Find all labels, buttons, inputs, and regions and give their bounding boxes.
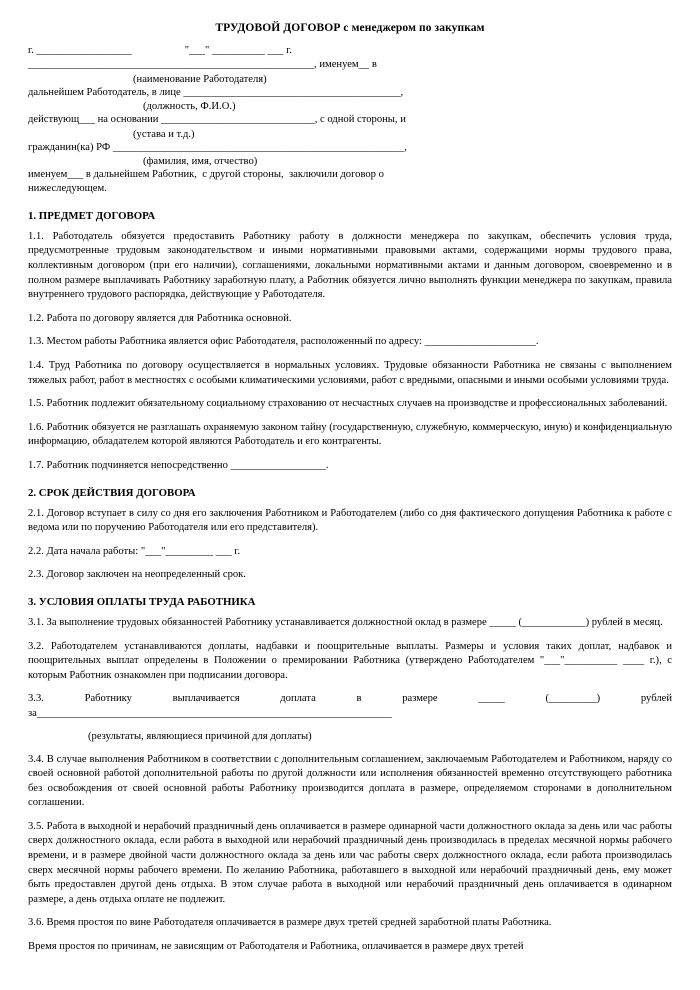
section-heading-1: 1. ПРЕДМЕТ ДОГОВОРА xyxy=(28,209,156,222)
preamble-closing-line-1: именуем___ в дальнейшем Работник, с другой стороны, заключили договор о xyxy=(28,169,384,181)
section-heading-3: 3. УСЛОВИЯ ОПЛАТЫ ТРУДА РАБОТНИКА xyxy=(28,595,256,608)
clause-3-5: 3.5. Работа в выходной и нерабочий праздничный день оплачивается в размере одинарной части должностного оклада за день или час работы сверх должностного оклада, если работа в выходной или нерабочий праздничный день производилась в пределах месячной нормы рабочего времени, и в размере двойной части должностного оклада за день или час работы сверх должностного оклада, если работа производилась сверх месячной нормы рабочего времени. По желанию Работника, работавшего в выходной или нерабочий праздничный день, ему может быть предоставлен другой день отдыха. В этом случае работа в выходной или нерабочий праздничный день оплачивается в одинарном размере, а день отдыха оплате не подлежит. xyxy=(28,820,672,905)
clause-3-3: 3.3. Работнику выплачивается доплата в размере _____ (_________) рублей за___________________________________________________________________ xyxy=(28,693,672,719)
preamble-person-note: (должность, Ф.И.О.) xyxy=(143,101,236,113)
preamble-citizen-note: (фамилия, имя, отчество) xyxy=(143,156,258,168)
clause-1-2: 1.2. Работа по договору является для Работника основной. xyxy=(28,312,292,324)
preamble-block xyxy=(28,44,672,197)
preamble-person-line: дальнейшем Работодатель, в лице _________________________________________, xyxy=(28,86,404,98)
spacer xyxy=(28,743,672,753)
clause-1-3: 1.3. Местом работы Работника является офис Работодателя, расположенный по адресу: _____________________. xyxy=(28,336,539,348)
clause-1-6: 1.6. Работник обязуется не разглашать охраняемую законом тайну (государственную, служебную, коммерческую, иную) и конфиденциальную информацию, обладателем которой являются Работодатель и его контрагенты. xyxy=(28,421,672,448)
clause-3-4: 3.4. В случае выполнения Работником в соответствии с дополнительным соглашением, заключаемым Работодателем и Работником, наряду со своей основной работой дополнительной работы по другой должности или исполнения обязанностей временно отсутствующего работника без освобождения от своей основной работы Работнику производится доплата в размере, определяемом сторонами в дополнительном соглашении. xyxy=(28,753,672,809)
clause-1-7: 1.7. Работник подчиняется непосредственно __________________. xyxy=(28,459,329,471)
clause-2-2: 2.2. Дата начала работы: "___"_________ ___ г. xyxy=(28,545,241,557)
clause-2-3: 2.3. Договор заключен на неопределенный срок. xyxy=(28,569,246,581)
clause-1-1: 1.1. Работодатель обязуется предоставить Работнику работу в должности менеджера по закупкам, обеспечить условия труда, предусмотренные трудовым законодательством и иными нормативными правовыми актами, содержащими нормы трудового права, коллективным договором (при его наличии), соглашениями, локальными нормативными актами и данным договором, своевременно и в полном размере выплачивать Работнику заработную плату, а Работник обязуется лично выполнять функции менеджера по закупкам, правила внутреннего трудового распорядка, действующие у Работодателя. xyxy=(28,230,672,301)
clause-3-6-continued: Время простоя по причинам, не зависящим от Работодателя и Работника, оплачивается в размере двух третей xyxy=(28,941,524,953)
clause-3-1: 3.1. За выполнение трудовых обязанностей Работнику устанавливается должностной оклад в размере _____ (____________) рублей в месяц. xyxy=(28,616,663,628)
clause-1-4: 1.4. Труд Работника по договору осуществляется в нормальных условиях. Трудовые обязанности Работника не связаны с выполнением тяжелых работ, работ в местностях с особыми климатическими условиями, работ с вредными, опасными и иными особыми условиями труда. xyxy=(28,360,672,386)
preamble-basis-note: (устава и т.д.) xyxy=(133,128,195,140)
preamble-employer-line: ______________________________________________________, именуем__ в xyxy=(28,59,377,71)
page-title: ТРУДОВОЙ ДОГОВОР с менеджером по закупкам xyxy=(215,22,485,34)
preamble-basis-line: действующ___ на основании _____________________________, с одной стороны, и xyxy=(28,114,406,126)
clause-3-6: 3.6. Время простоя по вине Работодателя оплачивается в размере двух третей средней заработной платы Работника. xyxy=(28,917,552,929)
preamble-employer-note: (наименование Работодателя) xyxy=(133,73,267,85)
preamble-closing-line-2: нижеследующем. xyxy=(28,183,107,195)
clause-3-2: 3.2. Работодателем устанавливаются доплаты, надбавки и поощрительные выплаты. Размеры и условия таких доплат, надбавок и поощрительных выплат определены в Положении о премировании Работника (утверждено Работодателем "___"__________ ____ г.), с которым Работник ознакомлен при подписании договора. xyxy=(28,640,672,681)
section-heading-2: 2. СРОК ДЕЙСТВИЯ ДОГОВОРА xyxy=(28,486,196,499)
preamble-citizen-line: гражданин(ка) РФ _______________________________________________________, xyxy=(28,141,407,153)
clause-2-1: 2.1. Договор вступает в силу со дня его заключения Работником и Работодателем (либо со дня фактического допущения Работника к работе с ведома или по поручению Работодателя или его представителя). xyxy=(28,507,672,534)
clause-3-3-note: (результаты, являющиеся причиной для доплаты) xyxy=(88,730,312,742)
clause-1-5: 1.5. Работник подлежит обязательному социальному страхованию от несчастных случаев на производстве и профессиональных заболеваний. xyxy=(28,398,668,410)
preamble-city-date: г. __________________ "___" __________ ___ г. xyxy=(28,45,292,56)
